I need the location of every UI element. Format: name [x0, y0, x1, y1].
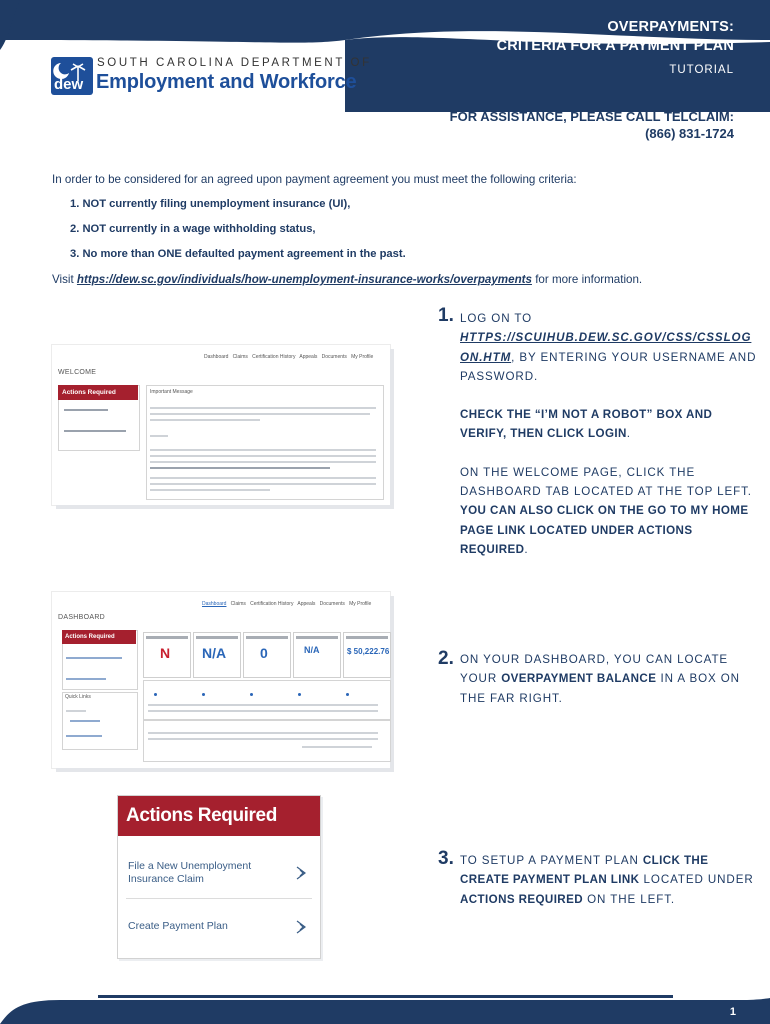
step3-suffix: ON THE LEFT. — [583, 892, 676, 906]
file-new-claim-link[interactable]: File a New Unemployment Insurance Claim — [128, 860, 252, 885]
assistance-note — [450, 108, 734, 142]
status-tile-2 — [193, 632, 241, 678]
placeholder-line — [150, 467, 330, 469]
step1-paragraph3 — [460, 463, 760, 559]
criteria-item-2: 2. NOT currently in a wage withholding status, — [70, 223, 316, 235]
placeholder-line — [150, 455, 376, 457]
placeholder-line — [150, 407, 376, 409]
payment-history-panel — [143, 720, 391, 762]
actions-required-card-header — [118, 796, 320, 836]
placeholder-line — [148, 710, 378, 712]
actions-required-header: Actions Required — [58, 385, 138, 400]
placeholder-line — [150, 483, 376, 485]
timeline-dot — [298, 693, 301, 696]
step3-bold2: ACTIONS REQUIRED — [460, 892, 583, 906]
timeline-dot — [250, 693, 253, 696]
step1-login-suffix: , BY ENTERING YOUR USERNAME AND PASSWORD. — [460, 350, 757, 383]
criteria-item-1: 1. NOT currently filing unemployment insurance (UI), — [70, 198, 351, 210]
actions-required-card-title: Actions Required — [126, 805, 277, 826]
card-divider — [126, 898, 312, 899]
step2-prefix: ON YOUR DASHBOARD, YOU CAN LOCATE YOUR — [460, 653, 729, 686]
overpayments-link[interactable]: https://dew.sc.gov/individuals/how-unemployment-insurance-works/overpayments — [76, 273, 532, 286]
assistance-phone: (866) 831-1724 — [645, 126, 734, 141]
placeholder-line — [150, 477, 376, 479]
placeholder-line — [150, 419, 260, 421]
overpayment-balance-value: $ 50,222.76 — [347, 647, 390, 656]
status-tile-4 — [293, 632, 341, 678]
visit-suffix: for more information. — [531, 273, 643, 286]
step1-paragraph2 — [460, 405, 760, 444]
nav-claims[interactable]: Claims — [230, 601, 246, 607]
nav-my-profile[interactable]: My Profile — [351, 354, 374, 360]
org-name-line2: Employment and Workforce — [96, 71, 357, 93]
placeholder-line — [148, 738, 378, 740]
overpayment-balance-tile — [343, 632, 391, 678]
placeholder-line — [150, 449, 376, 451]
step1-number: 1. — [438, 305, 454, 326]
placeholder-line — [148, 732, 378, 734]
step3-prefix: TO SETUP A PAYMENT PLAN — [460, 854, 643, 867]
welcome-nav — [204, 354, 373, 360]
placeholder-line — [64, 409, 108, 411]
step1-robot-end: . — [626, 427, 631, 441]
placeholder-line — [148, 704, 378, 706]
welcome-page-screenshot — [52, 345, 390, 505]
placeholder-line — [66, 678, 106, 680]
important-message-title: Important Message — [150, 389, 193, 395]
step2-bold: OVERPAYMENT BALANCE — [501, 672, 657, 686]
placeholder-line — [150, 489, 270, 491]
logo-badge-text: dew — [54, 76, 84, 93]
quick-links-title: Quick Links — [65, 694, 91, 700]
placeholder-line — [302, 746, 372, 748]
nav-documents[interactable]: Documents — [319, 601, 345, 607]
create-payment-plan-link[interactable]: Create Payment Plan — [128, 920, 228, 932]
nav-my-profile[interactable]: My Profile — [349, 601, 372, 607]
step1-home-link-text: YOU CAN ALSO CLICK ON THE GO TO MY HOME PAGE LINK LOCATED UNDER ACTIONS REQUIRED — [460, 504, 749, 556]
placeholder-line — [66, 657, 122, 659]
claim-status-panel — [143, 680, 391, 720]
placeholder-line — [64, 430, 126, 432]
status-tile-value: 0 — [260, 645, 268, 661]
placeholder-line — [66, 735, 102, 737]
step3-text — [460, 851, 760, 909]
status-tile-value: N/A — [304, 645, 320, 655]
step1-text — [460, 309, 760, 559]
nav-appeals[interactable]: Appeals — [299, 354, 318, 360]
intro-text: In order to be considered for an agreed upon payment agreement you must meet the following criteria: — [52, 173, 577, 186]
placeholder-line — [150, 435, 168, 437]
header-title-line2: CRITERIA FOR A PAYMENT PLAN — [496, 38, 734, 54]
timeline-dot — [202, 693, 205, 696]
chevron-right-icon — [294, 920, 308, 934]
chevron-right-icon — [294, 866, 308, 880]
step1-end: . — [524, 542, 529, 556]
header-title-line1: OVERPAYMENTS: — [607, 19, 734, 35]
page-number: 1 — [729, 1006, 736, 1018]
nav-claims[interactable]: Claims — [232, 354, 248, 360]
step1-dashboard-text: ON THE WELCOME PAGE, CLICK THE DASHBOARD TAB LOCATED AT THE TOP LEFT. — [460, 465, 752, 499]
visit-line — [52, 273, 642, 286]
placeholder-line — [150, 413, 370, 415]
actions-required-header: Actions Required — [62, 630, 136, 644]
footer-band — [0, 998, 770, 1024]
status-tile-value: N/A — [202, 645, 227, 661]
welcome-heading: WELCOME — [58, 369, 97, 376]
placeholder-line — [150, 461, 376, 463]
step2-text — [460, 650, 760, 708]
step1-paragraph1 — [460, 309, 760, 386]
step3-bold1: CLICK THE CREATE PAYMENT PLAN LINK — [460, 854, 709, 887]
nav-cert-history[interactable]: Certification History — [250, 601, 294, 607]
timeline-dot — [154, 693, 157, 696]
nav-cert-history[interactable]: Certification History — [252, 354, 296, 360]
dashboard-nav — [202, 601, 371, 607]
dashboard-heading: DASHBOARD — [58, 614, 106, 621]
step2-number: 2. — [438, 648, 454, 669]
status-tile-3 — [243, 632, 291, 678]
nav-appeals[interactable]: Appeals — [297, 601, 316, 607]
step1-robot-instruction: CHECK THE “I’M NOT A ROBOT” BOX AND VERIFY, THEN CLICK LOGIN — [460, 408, 713, 441]
step3-middle: LOCATED UNDER — [639, 873, 754, 887]
status-tile-1 — [143, 632, 191, 678]
visit-prefix: Visit — [52, 273, 77, 286]
header-subtitle: TUTORIAL — [669, 64, 734, 76]
assistance-line1: FOR ASSISTANCE, PLEASE CALL TELCLAIM: — [449, 109, 734, 124]
step2-suffix: IN A BOX ON THE FAR RIGHT. — [460, 672, 740, 705]
status-tile-value: N — [160, 645, 171, 661]
dashboard-screenshot — [52, 592, 390, 768]
actions-required-card — [117, 795, 321, 959]
step1-login-prefix: LOG ON TO — [460, 312, 533, 325]
org-name-line1: SOUTH CAROLINA DEPARTMENT OF — [97, 57, 372, 69]
criteria-item-3: 3. No more than ONE defaulted payment agreement in the past. — [70, 248, 406, 260]
dew-logo-badge — [51, 57, 93, 95]
nav-dashboard[interactable]: Dashboard — [204, 354, 229, 360]
step3-number: 3. — [438, 848, 454, 869]
timeline-dot — [346, 693, 349, 696]
placeholder-line — [66, 710, 86, 712]
header-title-block — [497, 18, 734, 76]
nav-documents[interactable]: Documents — [321, 354, 347, 360]
placeholder-line — [70, 720, 100, 722]
login-url-link[interactable]: HTTPS://SCUIHUB.DEW.SC.GOV/CSS/CSSLOGON.HTM — [460, 331, 752, 364]
nav-dashboard-active[interactable]: Dashboard — [202, 601, 227, 607]
